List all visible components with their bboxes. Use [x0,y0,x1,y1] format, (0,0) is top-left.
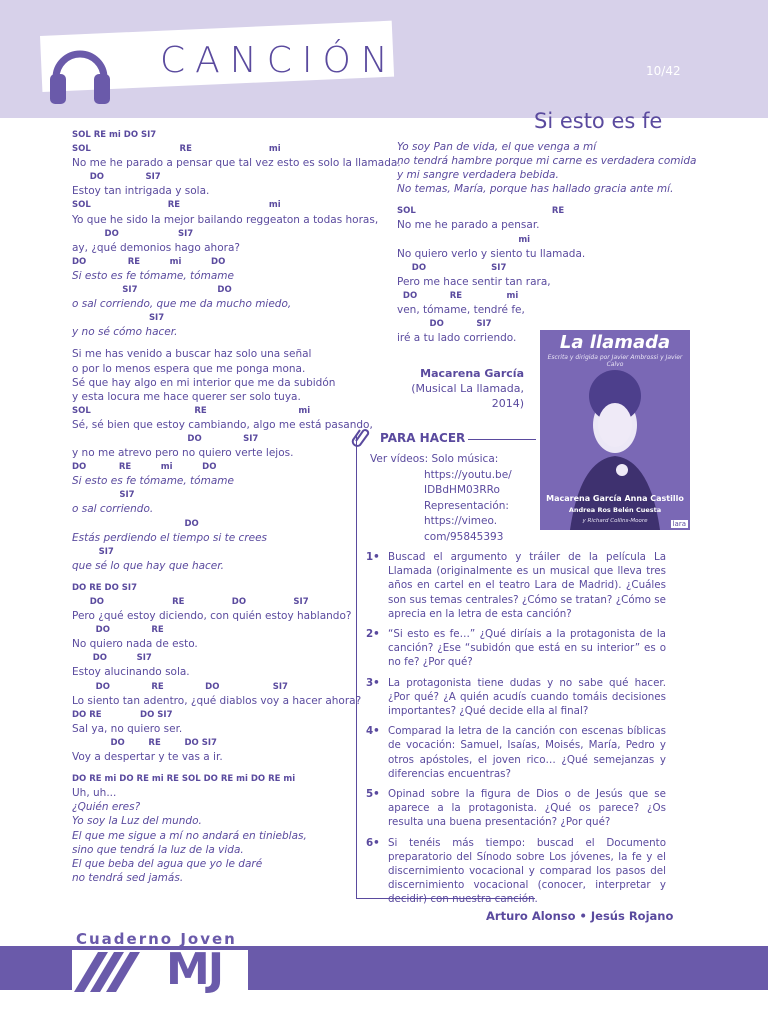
lyric-line: no tendrá hambre porque mi carne es verdadera comida [397,155,697,168]
lyric-line: y no me atrevo pero no quiero verte lejos. [72,447,294,460]
task-text: La protagonista tiene dudas y no sabe qué hacer. ¿Por qué? ¿A quién acudís cuando tomáis decisiones importantes? ¿Qué decide ella al final? [388,676,666,718]
lyric-line: Estoy tan intrigada y sola. [72,185,210,198]
chord-line: DO RE DO SI7 [72,737,217,748]
music-link-2[interactable]: IDBdHM03RRo [424,484,500,496]
lyric-line: y mi sangre verdadera bebida. [397,169,559,182]
lyric-line: El que beba del agua que yo le daré [72,857,263,870]
task-number: 3• [366,676,380,689]
stanza-gap [397,196,687,204]
lyric-line: No quiero nada de esto. [72,638,198,651]
attribution [380,366,524,411]
paperclip-icon [350,426,372,448]
chord-line: SI7 [72,490,135,501]
task-item [366,550,666,621]
chord-line: DO SI7 [397,319,492,330]
task-text: Buscad el argumento y tráiler de la película La Llamada (originalmente es un musical que lleva tres años en cartel en el teatro Lara de Madrid). ¿Cuáles son sus temas centrales? ¿Cómo se tratan? ¿Cómo se aprecia en la letra de esta canción? [388,551,666,620]
chord-line: SI7 [72,313,165,324]
lyrics-left-column [72,128,401,885]
chord-line: DO SI7 [72,228,194,239]
task-number: 2• [366,628,380,641]
lyric-line: Pero ¿qué estoy diciendo, con quién estoy hablando? [72,610,352,623]
footer-logo-mj: MJ [166,944,223,995]
chord-line: SI7 [72,546,114,557]
chord-line: DO RE mi DO RE mi RE SOL DO RE mi DO RE mi [72,774,296,785]
poster-subtitle: Escrita y dirigida por Javier Ambrossi y Javier Calvo [547,354,683,368]
chord-line: SI7 DO [72,285,232,296]
lyric-line: Si me has venido a buscar haz solo una señal [72,348,312,361]
section-title: CANCIÓN [160,40,398,81]
chord-line: DO RE mi DO [72,256,226,267]
stanza-gap [72,339,352,347]
lyric-line: Sal ya, no quiero ser. [72,722,183,735]
lyric-line: no tendrá sed jamás. [72,871,184,884]
lyric-line: sino que tendrá la luz de la vida. [72,843,244,856]
task-text: Si tenéis más tiempo: buscad el Documento preparatorio del Sínodo sobre Los jóvenes, la fe y el discernimiento vocacional y comparad los pasos del discernimiento vocacional (conocer, interpretar y decidir) con nuestra canción. [388,836,666,906]
lyric-line: Yo soy Pan de vida, el que venga a mí [397,141,597,153]
chord-line: DO RE mi [397,290,519,301]
chord-line: DO RE DO SI7 [72,597,309,607]
chord-line: mi [397,234,531,245]
stanza-gap [72,764,352,772]
lyric-line: El que me sigue a mí no andará en tinieblas, [72,829,307,842]
task-item [366,724,666,781]
lyric-line: y esta locura me hace querer ser solo tuya. [72,390,301,403]
lyric-line: y no sé cómo hacer. [72,326,178,339]
poster-logo: lara [672,520,686,528]
lyric-line: No quiero verlo y siento tu llamada. [397,247,586,260]
lyric-line: iré a tu lado corriendo. [397,332,517,345]
lyric-line: Estoy alucinando sola. [72,666,190,679]
footer-brand: Cuaderno Joven [76,930,237,948]
task-number: 1• [366,551,380,563]
chord-line: SOL RE [397,206,565,217]
chord-line: SOL RE mi [72,200,281,211]
chord-line: SOL RE mi [72,144,281,155]
chord-line: DO SI7 [72,172,161,183]
chord-line: SOL RE mi [72,405,311,416]
authors: Arturo Alonso • Jesús Rojano [486,909,674,923]
page-number: 10/42 [646,64,681,78]
task-text: “Si esto es fe…” ¿Qué diríais a la protagonista de la canción? ¿Ese “subidón que está en su interior” es o no fe? ¿Por qué? [388,628,666,669]
task-item [366,836,666,907]
chord-line: DO RE [72,625,164,636]
lyric-line: Pero me hace sentir tan rara, [397,275,551,288]
task-item [366,627,666,670]
chord-line: DO SI7 [72,433,259,444]
lyric-line: ven, tómame, tendré fe, [397,304,525,317]
task-item [366,676,666,719]
lyric-line: Estás perdiendo el tiempo si te crees [72,531,268,544]
task-number: 5• [366,788,380,801]
attribution-name: Macarena García [420,367,524,380]
lyric-line: No me he parado a pensar. [397,219,540,232]
lyric-line: Voy a despertar y te vas a ir. [72,751,223,764]
attribution-source: (Musical La llamada, 2014) [411,382,524,410]
song-title: Si esto es fe [534,109,663,133]
task-number: 6• [366,836,380,849]
representation-label: Representación: [424,499,509,512]
representation-link-2[interactable]: com/95845393 [424,530,504,543]
headphones-icon [46,34,114,106]
lyric-line: ay, ¿qué demonios hago ahora? [72,241,240,254]
lyric-line: Si esto es fe tómame, tómame [72,269,234,282]
poster-credit-2: Andrea Ros Belén Cuesta [568,506,662,514]
lyric-line: Yo soy la Luz del mundo. [72,815,202,828]
lyric-line: No temas, María, porque has hallado gracia ante mí. [397,183,674,196]
stanza-gap [72,573,352,581]
lyric-line: que sé lo que hay que hacer. [72,559,224,572]
chord-line: DO RE mi DO [72,462,217,473]
video-links [370,452,512,545]
lyric-line: No me he parado a pensar que tal vez esto es solo la llamada. [72,157,401,170]
lyric-line: o por lo menos espera que me ponga mona. [72,362,306,375]
para-hacer-heading: PARA HACER [380,431,466,445]
lyric-line: o sal corriendo, que me da mucho miedo, [72,298,292,311]
task-list [366,550,666,913]
lyric-line: Yo que he sido la mejor bailando reggeaton a todas horas, [72,213,379,226]
para-hacer-rule [468,439,536,440]
poster-title: La llamada [559,332,671,353]
task-text: Opinad sobre la figura de Dios o de Jesús que se aparece a la protagonista. ¿Qué os parece? ¿Os resulta una buena presentación? ¿Por qué? [388,788,666,829]
music-link-1[interactable]: https://youtu.be/ [424,468,512,481]
videos-label: Ver vídeos: Solo música: [370,453,499,465]
poster-image [540,330,690,530]
chord-line: SOL RE mi DO SI7 [72,130,157,140]
chord-line: DO SI7 [72,653,152,664]
lyric-line: Sé, sé bien que estoy cambiando, algo me está pasando, [72,418,373,431]
logo-stripes-icon [74,952,158,992]
chord-line: DO SI7 [397,262,507,273]
task-item [366,787,666,830]
task-number: 4• [366,725,380,738]
poster-credit-1: Macarena García Anna Castillo [546,494,684,503]
lyric-line: Uh, uh... [72,787,117,800]
chord-line: DO RE DO SI7 [72,709,173,720]
lyric-line: Lo siento tan adentro, ¿qué diablos voy a hacer ahora? [72,694,362,707]
chord-line: DO RE DO SI7 [72,681,288,692]
chord-line: DO RE DO SI7 [72,582,137,593]
lyric-line: ¿Quién eres? [72,801,141,814]
poster-credit-3: y Richard Collins-Moore [582,518,648,524]
task-text: Comparad la letra de la canción con escenas bíblicas de vocación: Samuel, Isaías, Moisés, María, Pedro y otros apóstoles, el joven rico… ¿Qué semejanzas y diferencias encuentras? [388,725,666,780]
lyrics-right-column [397,140,697,345]
lyric-line: Si esto es fe tómame, tómame [72,475,234,488]
lyric-line: Sé que hay algo en mi interior que me da subidón [72,376,336,389]
lyric-line: o sal corriendo. [72,503,154,516]
chord-line: DO [72,518,199,529]
representation-link-1[interactable]: https://vimeo. [424,515,498,527]
